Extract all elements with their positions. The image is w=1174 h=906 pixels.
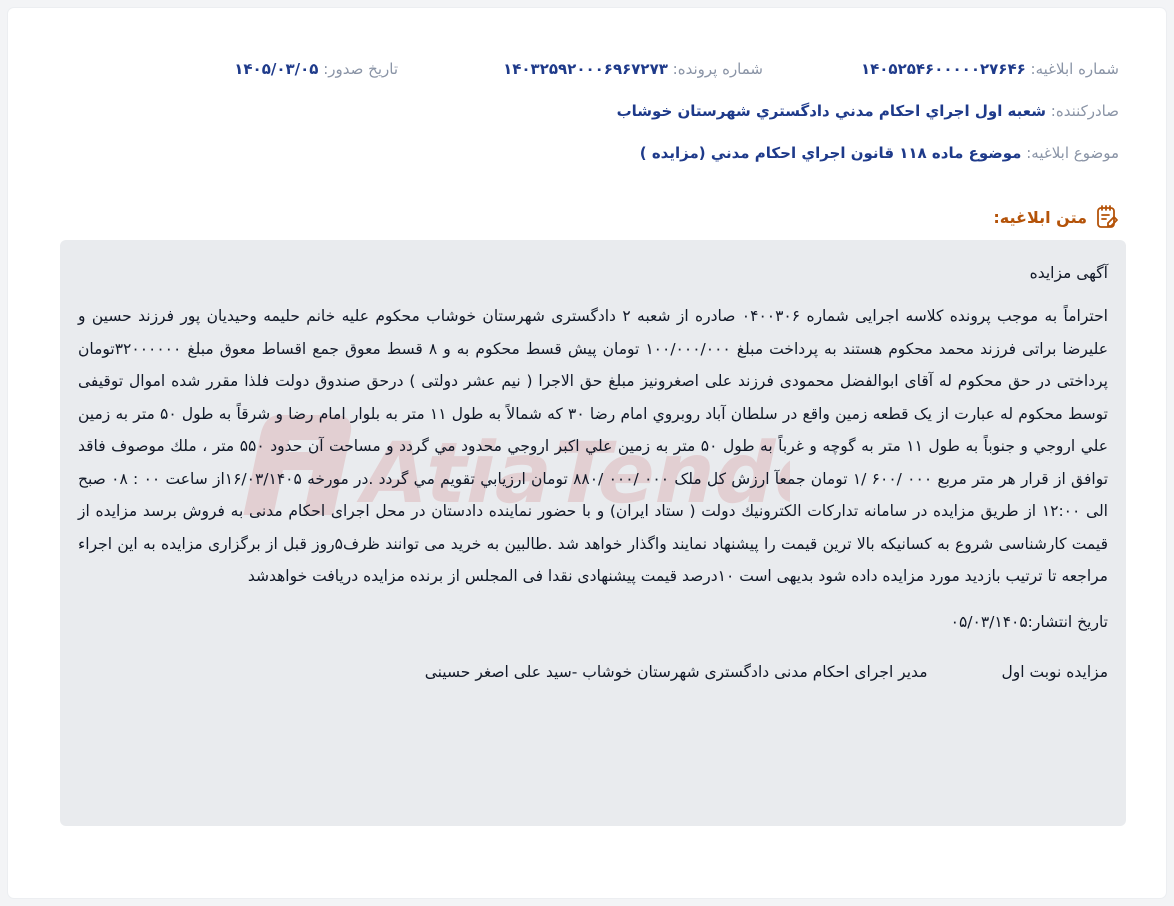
- section-title-text: متن ابلاغیه:: [993, 207, 1087, 227]
- notepad-pen-icon: [1095, 204, 1119, 230]
- subject-field: [640, 144, 1119, 162]
- case-number-field: [503, 60, 763, 78]
- notice-heading: آگهی مزایده: [1029, 264, 1108, 282]
- case-number-value: ۱۴۰۳۲۵۹۲۰۰۰۶۹۶۷۲۷۳: [503, 60, 668, 78]
- auction-round-label: مزایده نوبت اول: [1001, 662, 1108, 681]
- case-number-label: شماره پرونده:: [672, 60, 763, 78]
- issue-date-value: ۱۴۰۵/۰۳/۰۵: [234, 60, 319, 78]
- notice-text-box: [60, 240, 1126, 826]
- signatory-label: مدیر اجرای احکام مدنی دادگستری شهرستان خوشاب -سید علی اصغر حسینی: [424, 662, 928, 681]
- issuer-value: شعبه اول اجراي احكام مدني دادگستري شهرستان خوشاب: [616, 102, 1046, 120]
- issue-date-field: [234, 60, 398, 78]
- notice-card: [8, 8, 1166, 898]
- notice-number-field: [861, 60, 1119, 78]
- notice-text-section-title: [993, 204, 1119, 230]
- subject-value: موضوع ماده ۱۱۸ قانون اجراي احكام مدني (مزايده ): [639, 144, 1022, 162]
- issuer-field: [617, 102, 1119, 120]
- issue-date-label: تاریخ صدور:: [323, 60, 398, 78]
- notice-number-label: شماره ابلاغیه:: [1030, 60, 1119, 78]
- subject-label: موضوع ابلاغیه:: [1026, 144, 1119, 162]
- notice-signature: [78, 657, 1108, 687]
- notice-number-value: ۱۴۰۵۲۵۴۶۰۰۰۰۰۲۷۶۴۶: [860, 60, 1026, 78]
- notice-content: [78, 258, 1108, 687]
- issuer-label: صادرکننده:: [1050, 102, 1119, 120]
- notice-body: احتراماً به موجب پرونده کلاسه اجرایی شماره ۰۴۰۰۳۰۶ صادره از شعبه ۲ دادگستری شهرستان خوشاب محکوم علیه خانم حلیمه وحیدیان پور فرزند حسین و علیرضا براتی فرزند محمد محکوم هستند به پرداخت مبلغ ۱۰۰/۰۰۰/۰۰۰ تومان پیش قسط محکوم به و ۸ قسط معوق جمع اقساط معوق مبلغ ۳۲۰۰۰۰۰۰تومان پرداختی در حق محکوم له آقای ابوالفضل محمودی فرزند علی اصغرونیز مبلغ حق الاجرا ( نیم عشر دولتی ) درحق صندوق دولت فلذا مقرر شده اموال توقیفی توسط محکوم له عبارت از یک قطعه زمین واقع در سلطان آباد روبروي امام رضا ۳۰ که شمالاً به طول ۱۱ متر به بلوار امام رضا و شرقاً به طول ۵۰ متر به زمین علي اروجي و جنوباً به طول ۱۱ متر به گوچه و غرباً به طول ۵۰ متر به زمین علي اكبر اروجي محدود مي گردد و مساحت آن حدود ۵۵۰ متر ، ملك موصوف فاقد توافق از قرار هر متر مربع ۰۰۰ /۶۰۰ /۱ تومان جمعآ ارزش کل ملک ۰۰۰ /۰۰۰ /۸۸۰ تومان ارزيابي تقويم مي گردد .در مورخه ۱۶/۰۳/۱۴۰۵از ساعت ۰۰ : ۰۸ صبح الی ۱۲:۰۰ از طریق مزایده در سامانه تداركات الكترونيك دولت ( ستاد ایران) و با حضور نماینده دادستان در محل اجرای احکام مدنی به فروش برسد مزایده از قیمت کارشناسی شروع به کسانیکه بالا ترین قیمت را پیشنهاد نمایند واگذار خواهد شد .طالبین به خرید می توانند ظرف۵روز قبل از برگزاری مزایده به این اجراء مراجعه تا ترتیب بازدید مورد مزایده داده شود بدیهی است ۱۰درصد قیمت پیشنهادی نقدا فی المجلس از برنده مزایده دریافت خواهدشد: [78, 307, 1109, 585]
- watermark-text: AtiaTender.net: [351, 424, 790, 523]
- publish-date: تاریخ انتشار:۰۵/۰۳/۱۴۰۵: [950, 612, 1108, 631]
